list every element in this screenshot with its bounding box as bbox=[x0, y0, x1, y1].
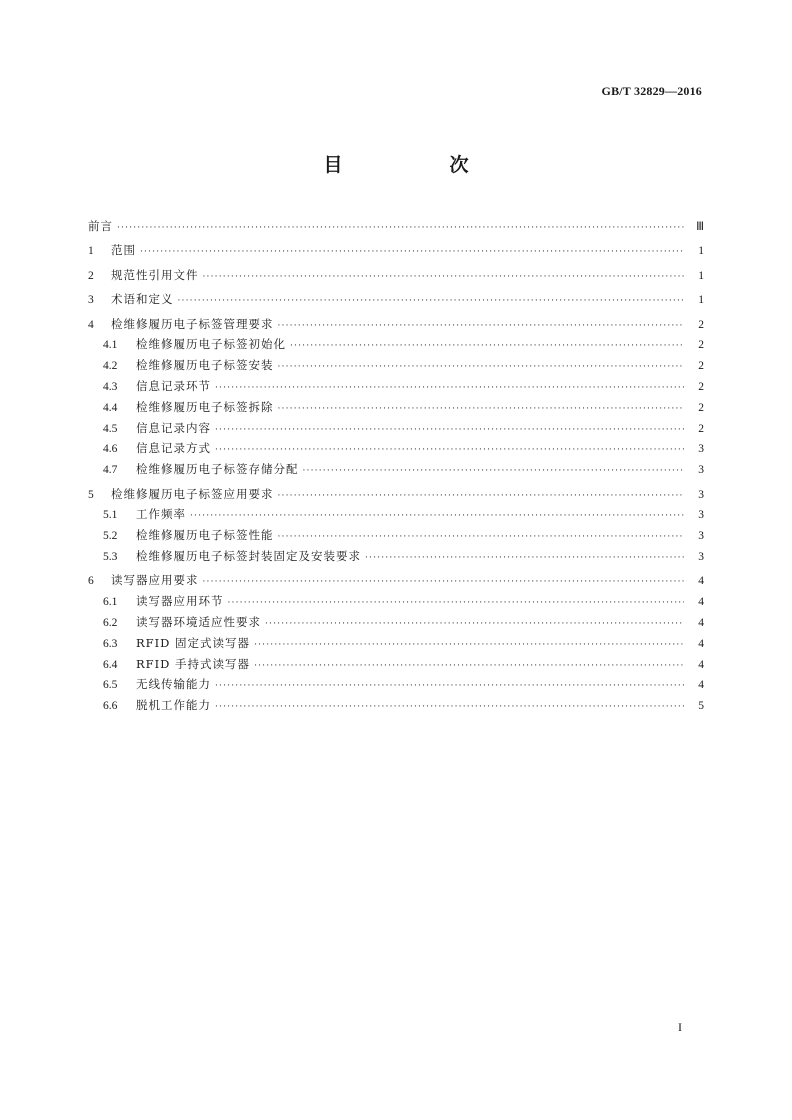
toc-entry-label: RFID 固定式读写器 bbox=[136, 635, 251, 650]
toc-entry[interactable] bbox=[88, 484, 704, 505]
toc-entry-label: 信息记录方式 bbox=[136, 441, 211, 456]
toc-subentry[interactable] bbox=[88, 459, 704, 480]
toc-entry-label: 信息记录内容 bbox=[136, 420, 211, 435]
page-title: 目 次 bbox=[323, 154, 513, 176]
toc-entry-label: 检维修履历电子标签封装固定及安装要求 bbox=[136, 548, 361, 563]
toc-entry-number: 6.2 bbox=[103, 616, 118, 629]
toc-entry-label: 规范性引用文件 bbox=[111, 267, 199, 282]
toc-subentry[interactable] bbox=[88, 525, 704, 546]
toc-entry-page: 3 bbox=[698, 443, 704, 456]
toc-dot-leader bbox=[278, 316, 685, 337]
toc-dot-leader bbox=[303, 461, 685, 482]
toc-entry-number: 2 bbox=[88, 269, 94, 282]
toc-dot-leader bbox=[203, 572, 685, 593]
toc-entry-number: 6.1 bbox=[103, 596, 118, 609]
toc-entry-label: 检维修履历电子标签拆除 bbox=[136, 399, 274, 414]
toc-entry-number: 5.1 bbox=[103, 509, 118, 522]
toc-dot-leader bbox=[215, 420, 684, 441]
toc-dot-leader bbox=[278, 399, 685, 420]
toc-entry-number: 4.6 bbox=[103, 443, 118, 456]
toc-entry-page: 3 bbox=[698, 550, 704, 563]
toc-entry-label: 脱机工作能力 bbox=[136, 698, 211, 713]
toc-entry-label: 检维修履历电子标签初始化 bbox=[136, 337, 286, 352]
toc-entry[interactable] bbox=[88, 216, 704, 237]
toc-subentry[interactable] bbox=[88, 591, 704, 612]
toc-entry-label: 读写器应用要求 bbox=[111, 573, 199, 588]
toc-subentry[interactable] bbox=[88, 695, 704, 716]
toc-entry-number: 5.3 bbox=[103, 550, 118, 563]
toc-entry-label: 读写器环境适应性要求 bbox=[136, 614, 261, 629]
toc-dot-leader bbox=[265, 614, 684, 635]
toc-dot-leader bbox=[215, 378, 684, 399]
toc-entry-label: RFID 手持式读写器 bbox=[136, 656, 251, 671]
toc-dot-leader bbox=[290, 336, 684, 357]
toc-entry-label: 检维修履历电子标签存储分配 bbox=[136, 462, 299, 477]
toc-subentry[interactable] bbox=[88, 674, 704, 695]
table-of-contents bbox=[88, 216, 704, 716]
toc-dot-leader bbox=[228, 593, 685, 614]
toc-entry-page: 4 bbox=[698, 616, 704, 629]
toc-subentry[interactable] bbox=[88, 438, 704, 459]
toc-dot-leader bbox=[140, 242, 684, 263]
toc-dot-leader bbox=[215, 697, 684, 718]
toc-dot-leader bbox=[254, 635, 684, 656]
toc-entry-page: 4 bbox=[698, 658, 704, 671]
toc-entry-number: 4.3 bbox=[103, 380, 118, 393]
toc-dot-leader bbox=[190, 506, 684, 527]
toc-entry-number: 4.4 bbox=[103, 401, 118, 414]
toc-entry-number: 6.6 bbox=[103, 700, 118, 713]
toc-entry-number: 4.7 bbox=[103, 464, 118, 477]
toc-subentry[interactable] bbox=[88, 612, 704, 633]
toc-entry-page: 4 bbox=[698, 637, 704, 650]
toc-entry-number: 4.1 bbox=[103, 339, 118, 352]
toc-entry-page: 4 bbox=[698, 575, 704, 588]
toc-dot-leader bbox=[178, 291, 685, 312]
toc-entry-page: 1 bbox=[698, 245, 704, 258]
toc-entry-page: 3 bbox=[698, 530, 704, 543]
toc-entry-page: 2 bbox=[698, 380, 704, 393]
toc-entry-label: 工作频率 bbox=[136, 507, 186, 522]
toc-entry-label: 读写器应用环节 bbox=[136, 594, 224, 609]
toc-entry-label: 信息记录环节 bbox=[136, 378, 211, 393]
toc-entry-page: 2 bbox=[698, 360, 704, 373]
toc-subentry[interactable] bbox=[88, 355, 704, 376]
toc-subentry[interactable] bbox=[88, 633, 704, 654]
toc-entry[interactable] bbox=[88, 240, 704, 261]
toc-subentry[interactable] bbox=[88, 334, 704, 355]
toc-entry-label: 检维修履历电子标签应用要求 bbox=[111, 486, 274, 501]
toc-entry-number: 5.2 bbox=[103, 530, 118, 543]
toc-entry-label: 前言 bbox=[88, 219, 113, 233]
toc-entry-page: 3 bbox=[698, 464, 704, 477]
toc-entry-page: 2 bbox=[698, 339, 704, 352]
toc-entry-number: 6.5 bbox=[103, 679, 118, 692]
toc-entry-page: 2 bbox=[698, 318, 704, 331]
toc-dot-leader bbox=[203, 267, 685, 288]
toc-entry-label: 检维修履历电子标签安装 bbox=[136, 358, 274, 373]
toc-dot-leader bbox=[215, 440, 684, 461]
toc-subentry[interactable] bbox=[88, 504, 704, 525]
toc-entry-number: 4.2 bbox=[103, 360, 118, 373]
toc-entry-number: 1 bbox=[88, 245, 94, 258]
toc-dot-leader bbox=[278, 527, 685, 548]
toc-entry-page: 3 bbox=[698, 488, 704, 501]
toc-entry-label: 术语和定义 bbox=[111, 292, 174, 307]
toc-entry[interactable] bbox=[88, 289, 704, 310]
page-folio: I bbox=[678, 1020, 682, 1034]
toc-entry-page: 2 bbox=[698, 422, 704, 435]
toc-entry-page: Ⅲ bbox=[696, 221, 704, 233]
toc-entry-page: 2 bbox=[698, 401, 704, 414]
toc-entry-number: 4.5 bbox=[103, 422, 118, 435]
toc-dot-leader bbox=[117, 218, 684, 239]
toc-entry-page: 4 bbox=[698, 679, 704, 692]
toc-entry-page: 4 bbox=[698, 596, 704, 609]
toc-entry-number: 6.3 bbox=[103, 637, 118, 650]
toc-entry-label: 检维修履历电子标签管理要求 bbox=[111, 316, 274, 331]
toc-dot-leader bbox=[278, 486, 685, 507]
toc-entry-label: 范围 bbox=[111, 243, 136, 258]
toc-entry-label: 检维修履历电子标签性能 bbox=[136, 528, 274, 543]
toc-dot-leader bbox=[365, 548, 684, 569]
toc-dot-leader bbox=[254, 656, 684, 677]
toc-subentry[interactable] bbox=[88, 397, 704, 418]
toc-subentry[interactable] bbox=[88, 376, 704, 397]
toc-entry-number: 6 bbox=[88, 575, 94, 588]
toc-entry-number: 4 bbox=[88, 318, 94, 331]
toc-entry-page: 1 bbox=[698, 294, 704, 307]
toc-subentry[interactable] bbox=[88, 654, 704, 675]
toc-entry[interactable] bbox=[88, 570, 704, 591]
toc-entry-page: 5 bbox=[698, 700, 704, 713]
toc-dot-leader bbox=[278, 357, 685, 378]
toc-entry-number: 3 bbox=[88, 294, 94, 307]
toc-entry-label: 无线传输能力 bbox=[136, 677, 211, 692]
toc-entry-page: 3 bbox=[698, 509, 704, 522]
toc-entry[interactable] bbox=[88, 265, 704, 286]
toc-entry-page: 1 bbox=[698, 269, 704, 282]
toc-subentry[interactable] bbox=[88, 546, 704, 567]
toc-entry-number: 6.4 bbox=[103, 658, 118, 671]
toc-entry[interactable] bbox=[88, 314, 704, 335]
standard-code: GB/T 32829—2016 bbox=[601, 84, 702, 98]
toc-subentry[interactable] bbox=[88, 418, 704, 439]
toc-entry-number: 5 bbox=[88, 488, 94, 501]
toc-dot-leader bbox=[215, 676, 684, 697]
